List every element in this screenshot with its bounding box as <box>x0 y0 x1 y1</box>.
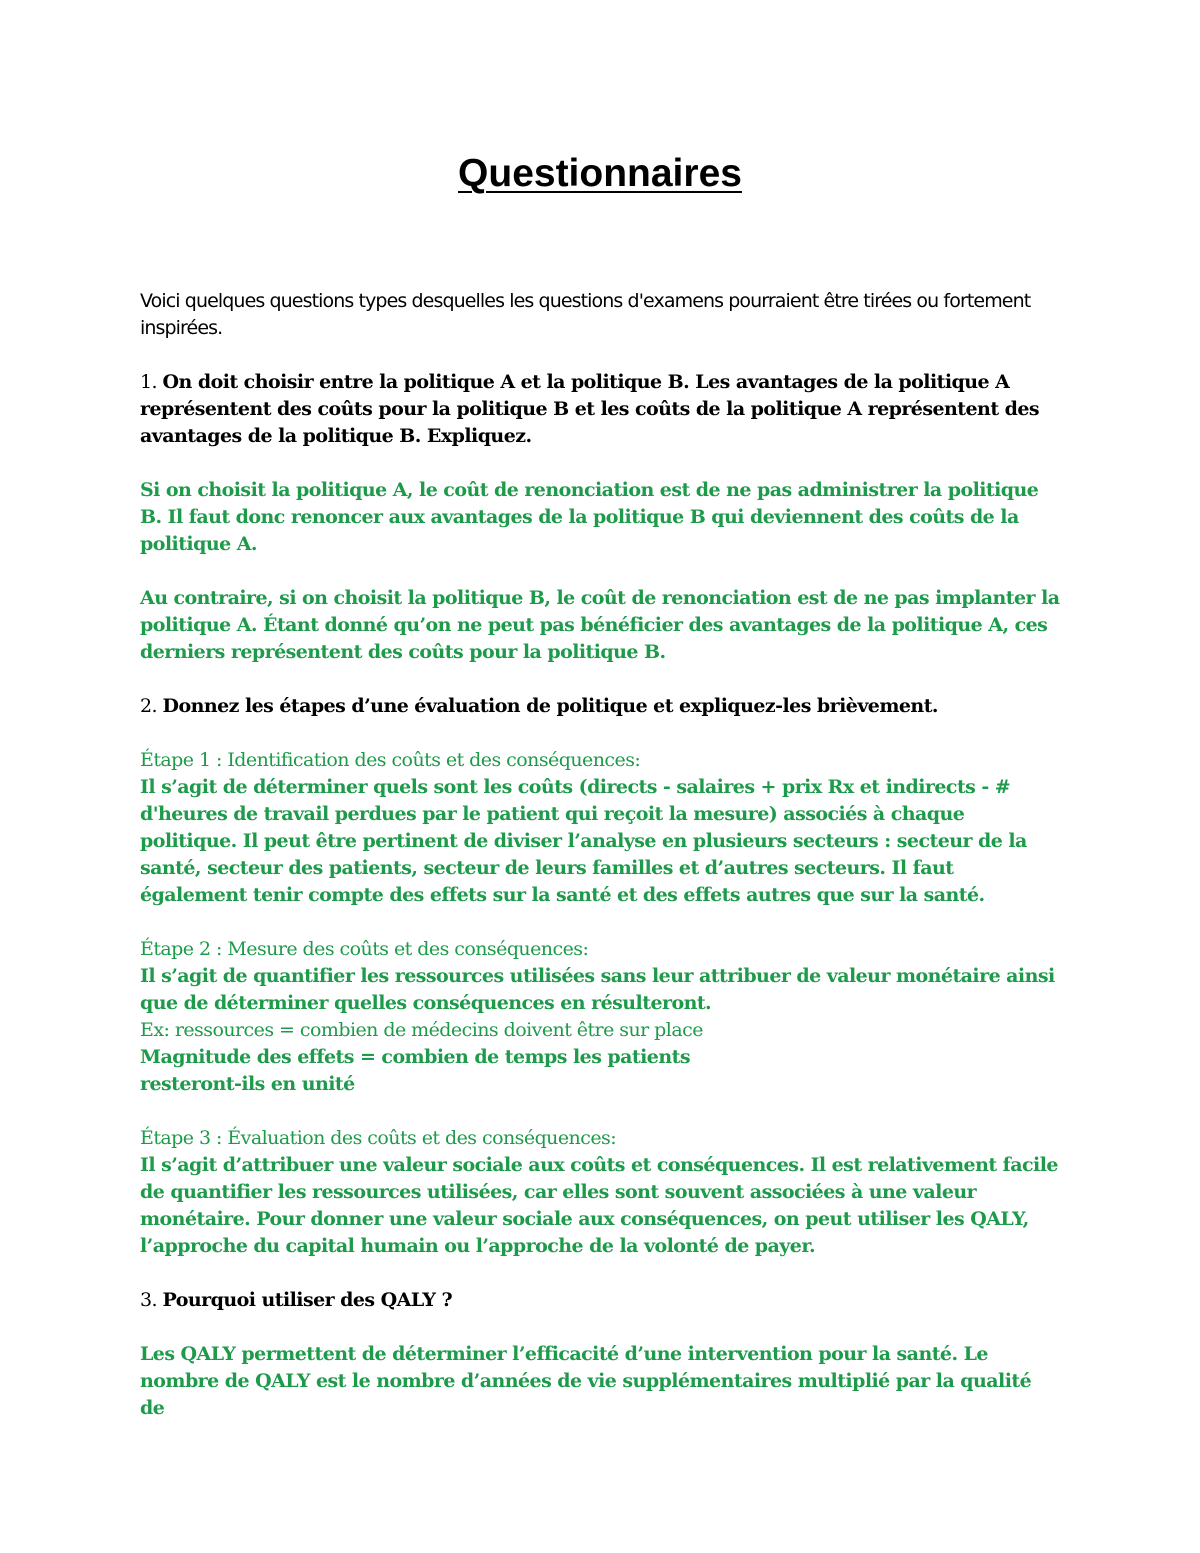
question-1-answer-1: Si on choisit la politique A, le coût de renonciation est de ne pas administrer la politique B. Il faut donc renoncer aux avantages de la politique B qui deviennent des coûts de la politique A. <box>140 479 1039 555</box>
step-1-block <box>140 747 1060 909</box>
question-1-number: 1. <box>140 371 158 393</box>
step-2-block <box>140 936 1060 1098</box>
step-2-body: Il s’agit de quantifier les ressources utilisées sans leur attribuer de valeur monétaire ainsi que de déterminer quelles conséquences en résulteront. <box>140 965 1055 1014</box>
question-3 <box>140 1287 1060 1314</box>
question-3-number: 3. <box>140 1289 158 1311</box>
question-3-answer-1: Les QALY permettent de déterminer l’efficacité d’une intervention pour la santé. Le nombre de QALY est le nombre d’années de vie supplémentaires multiplié par la qualité de <box>140 1343 1032 1419</box>
document-page <box>140 150 1060 1449</box>
question-2-text: Donnez les étapes d’une évaluation de politique et expliquez-les brièvement. <box>162 695 938 717</box>
step-2-magnitude-line-1: Magnitude des effets = combien de temps les patients <box>140 1046 690 1068</box>
step-1-title: Étape 1 : Identification des coûts et des conséquences: <box>140 749 641 771</box>
step-2-title: Étape 2 : Mesure des coûts et des conséquences: <box>140 938 589 960</box>
step-2-magnitude-line-2: resteront-ils en unité <box>140 1073 355 1095</box>
question-1 <box>140 369 1060 450</box>
step-3-body: Il s’agit d’attribuer une valeur sociale aux coûts et conséquences. Il est relativement facile de quantifier les ressources utilisées, car elles sont souvent associées à une valeur monétaire. Pour donner une valeur sociale aux conséquences, on peut utiliser les QALY, l’approche du capital humain ou l’approche de la volonté de payer. <box>140 1154 1058 1257</box>
intro-paragraph: Voici quelques questions types desquelles les questions d'examens pourraient être tirées ou fortement inspirées. <box>140 290 1031 339</box>
question-2 <box>140 693 1060 720</box>
question-3-text: Pourquoi utiliser des QALY ? <box>162 1289 453 1311</box>
step-3-block <box>140 1125 1060 1260</box>
question-1-answer-2: Au contraire, si on choisit la politique B, le coût de renonciation est de ne pas implanter la politique A. Étant donné qu’on ne peut pas bénéficier des avantages de la politique A, ces derniers représentent des coûts pour la politique B. <box>140 587 1060 663</box>
step-3-title: Étape 3 : Évaluation des coûts et des conséquences: <box>140 1127 617 1149</box>
question-1-text: On doit choisir entre la politique A et la politique B. Les avantages de la politique A représentent des coûts pour la politique B et les coûts de la politique A représentent des avantages de la politique B. Expliquez. <box>140 371 1040 447</box>
question-2-number: 2. <box>140 695 158 717</box>
page-title: Questionnaires <box>458 152 742 195</box>
step-2-example: Ex: ressources = combien de médecins doivent être sur place <box>140 1019 703 1041</box>
step-1-body: Il s’agit de déterminer quels sont les coûts (directs - salaires + prix Rx et indirects - # d'heures de travail perdues par le patient qui reçoit la mesure) associés à chaque politique. Il peut être pertinent de diviser l’analyse en plusieurs secteurs : secteur de la santé, secteur des patients, secteur de leurs familles et d’autres secteurs. Il faut également tenir compte des effets sur la santé et des effets autres que sur la santé. <box>140 776 1027 906</box>
